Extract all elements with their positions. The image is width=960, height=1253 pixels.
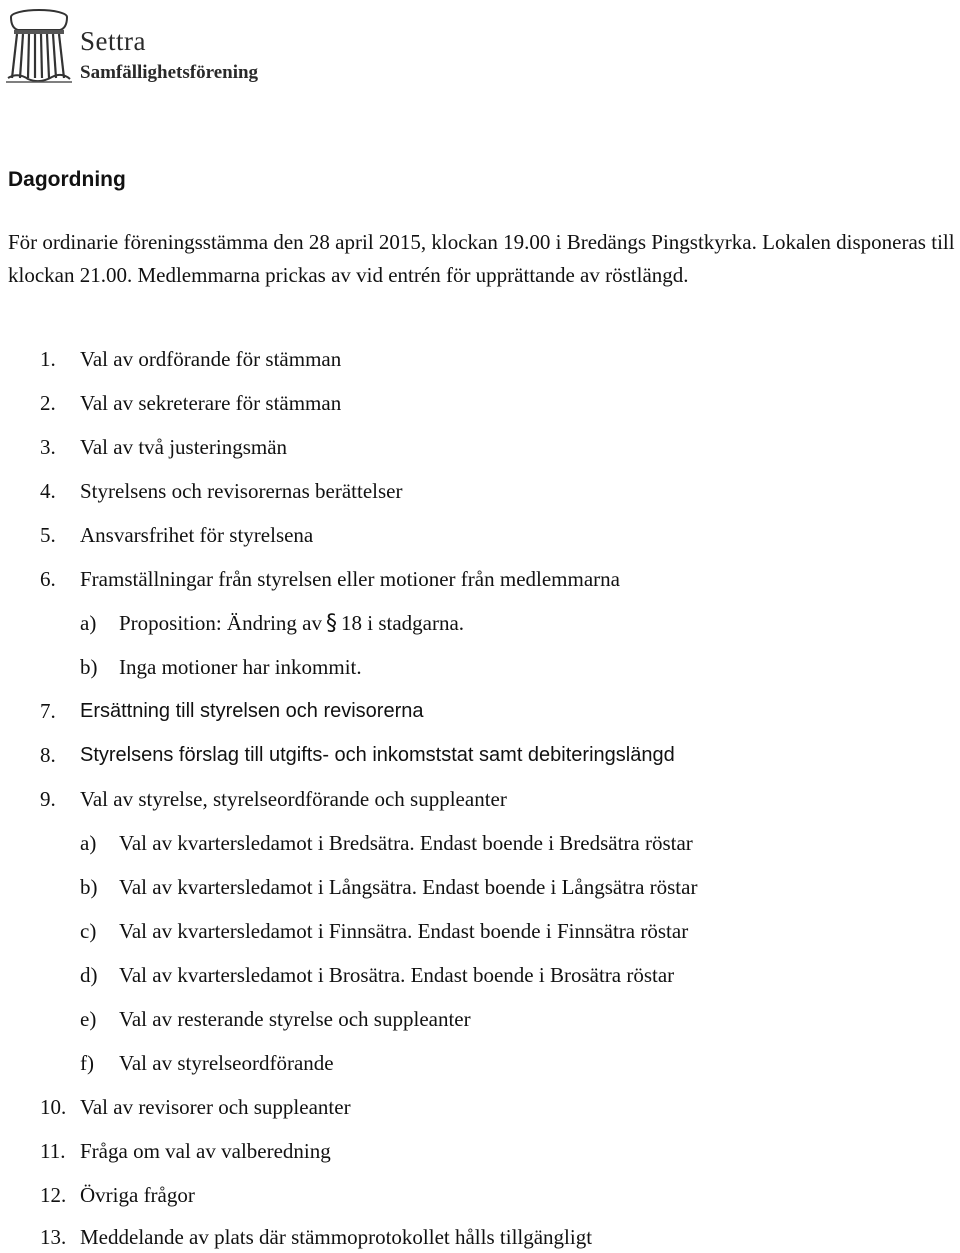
intro-paragraph: För ordinarie föreningsstämma den 28 april 2015, klockan 19.00 i Bredängs Pingstkyrka. Lokalen disponeras till klockan 21.00. Medlemmarna prickas av vid entrén för upprättande av röstlängd. bbox=[8, 230, 955, 287]
water-tower-icon bbox=[6, 8, 72, 84]
page-title: Dagordning bbox=[8, 168, 126, 191]
item-text: Proposition: Ändring av § 18 i stadgarna. bbox=[119, 611, 465, 636]
item-number: c) bbox=[80, 919, 97, 943]
item-number: 13. bbox=[40, 1225, 67, 1249]
item-number: e) bbox=[80, 1007, 97, 1031]
logo-subtitle: Samfällighetsförening bbox=[80, 62, 259, 83]
item-text: Val av kvartersledamot i Bredsätra. Endast boende i Bredsätra röstar bbox=[119, 831, 693, 855]
item-text: Val av kvartersledamot i Långsätra. Endast boende i Långsätra röstar bbox=[119, 875, 698, 899]
item-text: Styrelsens förslag till utgifts- och inkomststat samt debiteringslängd bbox=[80, 744, 675, 766]
item-text: Val av två justeringsmän bbox=[80, 435, 288, 459]
section-sign: § bbox=[326, 611, 337, 636]
item-text: Val av revisorer och suppleanter bbox=[80, 1095, 351, 1119]
logo-title: Settra bbox=[80, 26, 146, 56]
item-text: Inga motioner har inkommit. bbox=[119, 655, 362, 679]
item-text: Val av resterande styrelse och suppleanter bbox=[119, 1007, 471, 1031]
item-text: Övriga frågor bbox=[80, 1183, 195, 1207]
item-number: 2. bbox=[40, 391, 56, 415]
item-number: 4. bbox=[40, 479, 56, 503]
item-number: f) bbox=[80, 1051, 94, 1075]
item-text: Val av sekreterare för stämman bbox=[80, 391, 342, 415]
item-number: b) bbox=[80, 875, 98, 899]
item-text: Meddelande av plats där stämmoprotokollet hålls tillgängligt bbox=[80, 1225, 593, 1249]
item-number: a) bbox=[80, 611, 97, 635]
item-number: 12. bbox=[40, 1183, 67, 1207]
item-text: Val av styrelseordförande bbox=[119, 1051, 334, 1075]
item-number: b) bbox=[80, 655, 98, 679]
item-number: 10. bbox=[40, 1095, 67, 1119]
item-text: Val av ordförande för stämman bbox=[80, 347, 342, 371]
item-number: 9. bbox=[40, 787, 56, 811]
item-number: 7. bbox=[40, 699, 56, 723]
logo bbox=[6, 8, 276, 88]
item-number: 8. bbox=[40, 743, 56, 767]
item-number: a) bbox=[80, 831, 97, 855]
item-text: Styrelsens och revisorernas berättelser bbox=[80, 479, 403, 503]
item-text: Val av styrelse, styrelseordförande och suppleanter bbox=[80, 787, 507, 811]
item-text: Fråga om val av valberedning bbox=[80, 1139, 331, 1163]
item-number: 6. bbox=[40, 567, 56, 591]
item-number: 1. bbox=[40, 347, 56, 371]
item-text: Val av kvartersledamot i Brosätra. Endast boende i Brosätra röstar bbox=[119, 963, 675, 987]
item-text: Ersättning till styrelsen och revisorerna bbox=[80, 700, 424, 722]
item-number: 3. bbox=[40, 435, 56, 459]
item-text: Framställningar från styrelsen eller motioner från medlemmarna bbox=[80, 567, 620, 591]
item-number: 11. bbox=[40, 1139, 66, 1163]
item-number: 5. bbox=[40, 523, 56, 547]
item-number: d) bbox=[80, 963, 98, 987]
item-text: Ansvarsfrihet för styrelsena bbox=[80, 523, 314, 547]
item-text: Val av kvartersledamot i Finnsätra. Endast boende i Finnsätra röstar bbox=[119, 919, 689, 943]
